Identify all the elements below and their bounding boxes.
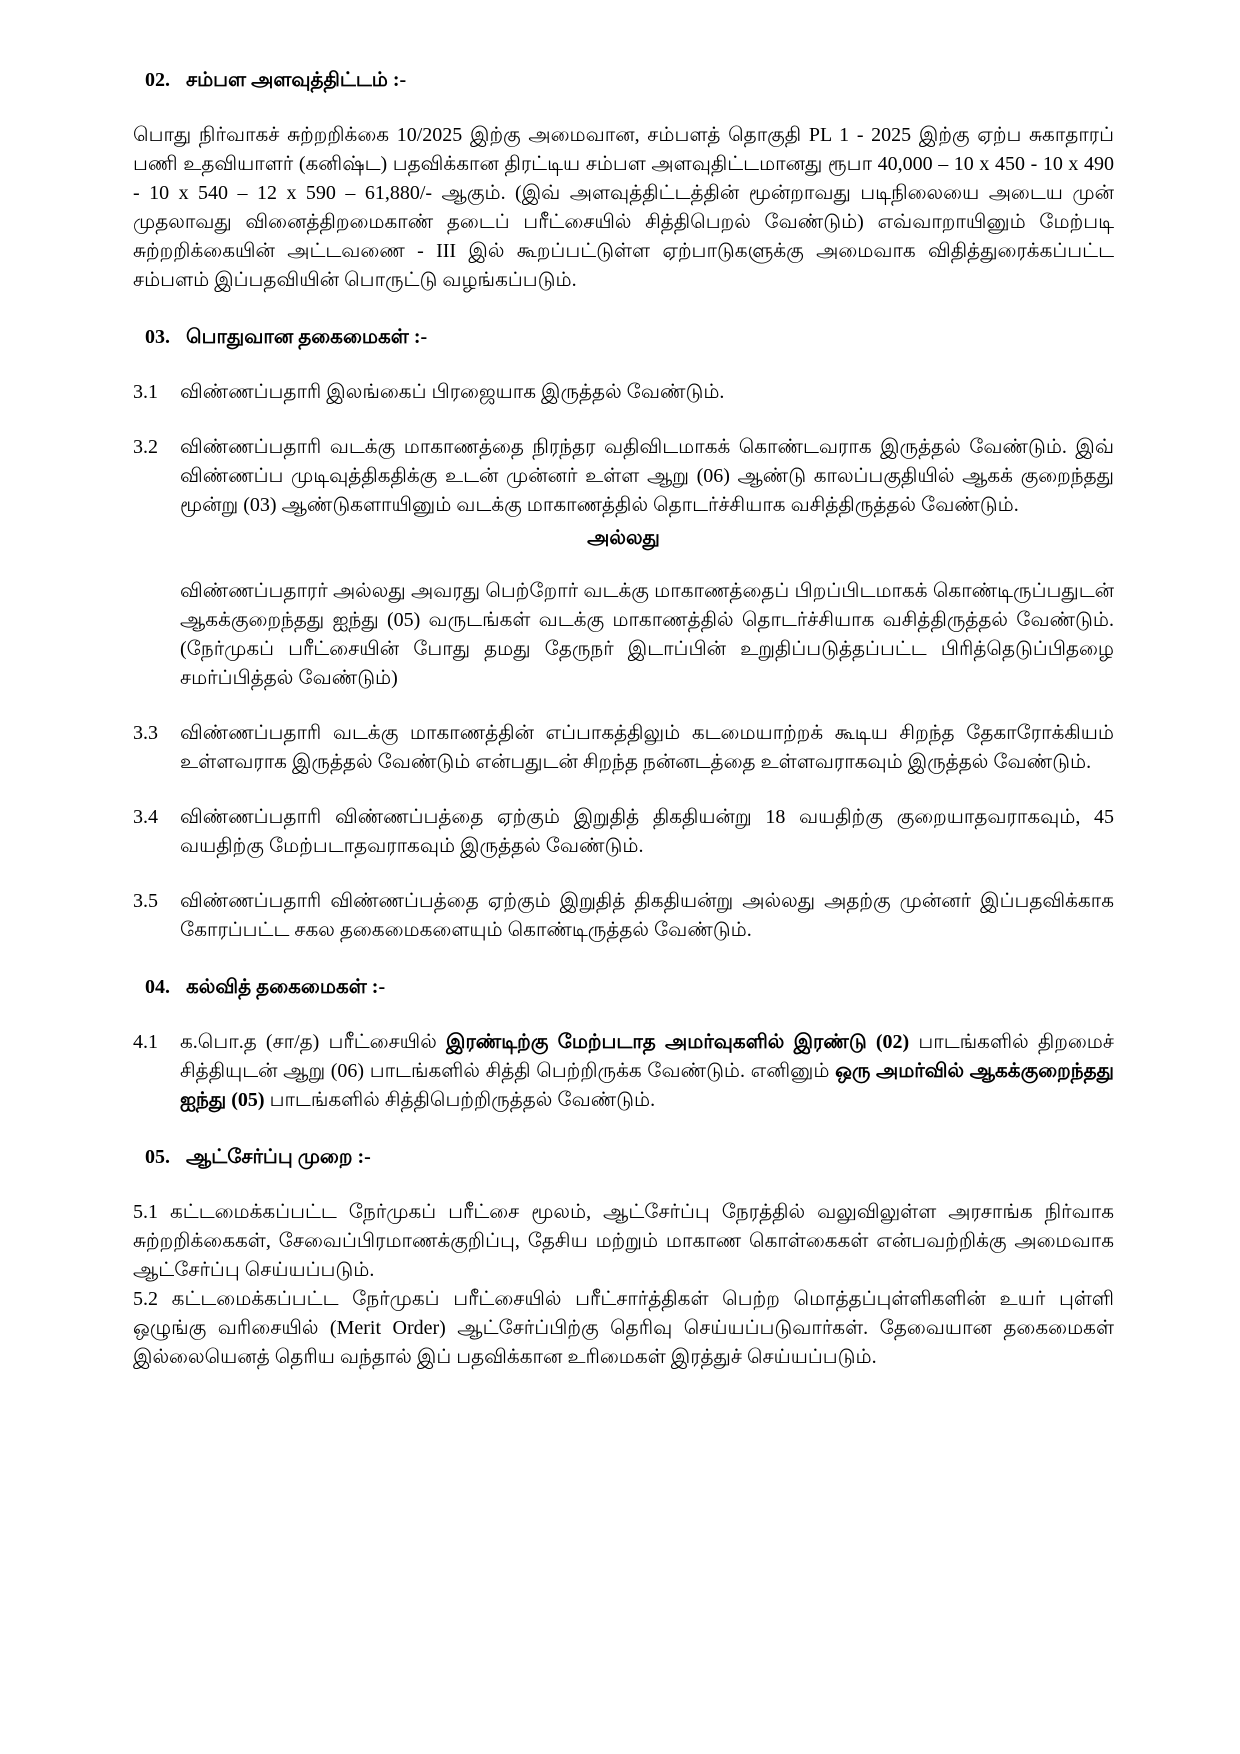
item-text-3-3: விண்ணப்பதாரி வடக்கு மாகாணத்தின் எப்பாகத்திலும் கடமையாற்றக் கூடிய சிறந்த தேகாரோக்கியம் உள்ளவராக இருத்தல் வேண்டும் என்பதுடன் சிறந்த நன்னடத்தை உள்ளவராகவும் இருத்தல் வேண்டும். [180,722,1114,773]
item-3-3 [133,719,1114,777]
paragraph-number-5-1: 5.1 [133,1201,158,1223]
section-number-05: 05. [145,1146,170,1168]
paragraph-text-5-1: கட்டமைக்கப்பட்ட நேர்முகப் பரீட்சை மூலம், ஆட்சேர்ப்பு நேரத்தில் வலுவிலுள்ள அரசாங்க நிர்வாக சுற்றறிக்கைகள், சேவைப்பிரமாணக்குறிப்பு, தேசிய மற்றும் மாகாண கொள்கைகள் என்பவற்றிக்கு அமைவாக ஆட்சேர்ப்பு செய்யப்படும். [133,1201,1115,1281]
item-4-1-text-a: க.பொ.த (சா/த) பரீட்சையில் [180,1031,446,1053]
paragraph-number-5-2: 5.2 [133,1288,158,1310]
item-number-3-3: 3.3 [133,722,158,744]
section-number-04: 04. [145,976,170,998]
paragraph-5-1 [133,1198,1114,1285]
salary-scale-paragraph: பொது நிர்வாகச் சுற்றறிக்கை 10/2025 இற்கு அமைவான, சம்பளத் தொகுதி PL 1 - 2025 இற்கு ஏற்ப சுகாதாரப் பணி உதவியாளர் (கனிஷ்ட) பதவிக்கான திரட்டிய சம்பள அளவுதிட்டமானது ரூபா 40,000 – 10 x 450 - 10 x 490 - 10 x 540 – 12 x 590 – 61,880/- ஆகும். (இவ் அளவுத்திட்டத்தின் மூன்றாவது படிநிலையை அடைய முன் முதலாவது வினைத்திறமைகாண் தடைப் பரீட்சையில் சித்திபெறல் வேண்டும்) எவ்வாறாயினும் மேற்படி சுற்றறிக்கையின் அட்டவணை - III இல் கூறப்பட்டுள்ள ஏற்பாடுகளுக்கு அமைவாக விதித்துரைக்கப்பட்ட சம்பளம் இப்பதவியின் பொருட்டு வழங்கப்படும். [133,124,1114,291]
item-number-3-5: 3.5 [133,890,158,912]
item-number-3-4: 3.4 [133,806,158,828]
section-title-03: பொதுவான தகைமைகள் :- [186,326,428,348]
item-number-3-1: 3.1 [133,381,158,403]
item-4-1-text-c: பாடங்களில் சித்திபெற்றிருத்தல் வேண்டும். [264,1089,656,1111]
section-heading-04 [145,973,1114,1002]
item-number-3-2: 3.2 [133,436,158,458]
item-4-1-text-b: பாடங்களில் திறமைச் சித்தியுடன் ஆறு (06) பாடங்களில் சித்தி பெற்றிருக்க வேண்டும். எனினும் [180,1031,1114,1082]
item-number-4-1: 4.1 [133,1031,158,1053]
item-text-3-2: விண்ணப்பதாரி வடக்கு மாகாணத்தை நிரந்தர வதிவிடமாகக் கொண்டவராக இருத்தல் வேண்டும். இவ் விண்ணப்ப முடிவுத்திகதிக்கு உடன் முன்னர் உள்ள ஆறு (06) ஆண்டு காலப்பகுதியில் ஆகக் குறைந்தது மூன்று (03) ஆண்டுகளாயினும் வடக்கு மாகாணத்தில் தொடர்ச்சியாக வசித்திருத்தல் வேண்டும். [180,436,1114,516]
item-3-5 [133,887,1114,945]
section-heading-02 [145,66,1114,95]
item-text-3-5: விண்ணப்பதாரி விண்ணப்பத்தை ஏற்கும் இறுதித் திகதியன்று அல்லது அதற்கு முன்னர் இப்பதவிக்காக கோரப்பட்ட சகல தகைமைகளையும் கொண்டிருத்தல் வேண்டும். [180,890,1114,941]
item-4-1-bold-b: ஒரு அமர்வில் ஆகக்குறைந்தது ஐந்து (05) [180,1060,1114,1111]
item-3-1 [133,378,1114,407]
section-number-03: 03. [145,326,170,348]
paragraph-5-2 [133,1285,1114,1372]
item-3-2-alternative-paragraph: விண்ணப்பதாரர் அல்லது அவரது பெற்றோர் வடக்கு மாகாணத்தைப் பிறப்பிடமாகக் கொண்டிருப்பதுடன் ஆகக்குறைந்தது ஐந்து (05) வருடங்கள் வடக்கு மாகாணத்தில் தொடர்ச்சியாக வசித்திருத்தல் வேண்டும். (நேர்முகப் பரீட்சையின் போது தமது தேருநர் இடாப்பின் உறுதிப்படுத்தப்பட்ட பிரித்தெடுப்பிதழை சமர்ப்பித்தல் வேண்டும்) [180,580,1114,689]
item-text-3-4: விண்ணப்பதாரி விண்ணப்பத்தை ஏற்கும் இறுதித் திகதியன்று 18 வயதிற்கு குறையாதவராகவும், 45 வயதிற்கு மேற்படாதவராகவும் இருத்தல் வேண்டும். [180,806,1114,857]
item-4-1-bold-a: இரண்டிற்கு மேற்படாத அமர்வுகளில் இரண்டு (02) [446,1031,910,1053]
item-text-3-1: விண்ணப்பதாரி இலங்கைப் பிரஜையாக இருத்தல் வேண்டும். [180,381,725,403]
item-3-2 [133,433,1114,520]
item-4-1 [133,1028,1114,1115]
section-heading-03 [145,323,1114,352]
section-title-02: சம்பள அளவுத்திட்டம் :- [186,69,407,91]
section-title-05: ஆட்சேர்ப்பு முறை :- [186,1146,371,1168]
section-title-04: கல்வித் தகைமைகள் :- [186,976,386,998]
section-heading-05 [145,1143,1114,1172]
section-number-02: 02. [145,69,170,91]
paragraph-text-5-2: கட்டமைக்கப்பட்ட நேர்முகப் பரீட்சையில் பரீட்சார்த்திகள் பெற்ற மொத்தப்புள்ளிகளின் உயர் புள்ளி ஒழுங்கு வரிசையில் (Merit Order) ஆட்சேர்ப்பிற்கு தெரிவு செய்யப்படுவார்கள். தேவையான தகைமைகள் இல்லையெனத் தெரிய வந்தால் இப் பதவிக்கான உரிமைகள் இரத்துச் செய்யப்படும். [133,1288,1114,1368]
item-3-4 [133,803,1114,861]
or-divider-label: அல்லது [587,527,660,549]
